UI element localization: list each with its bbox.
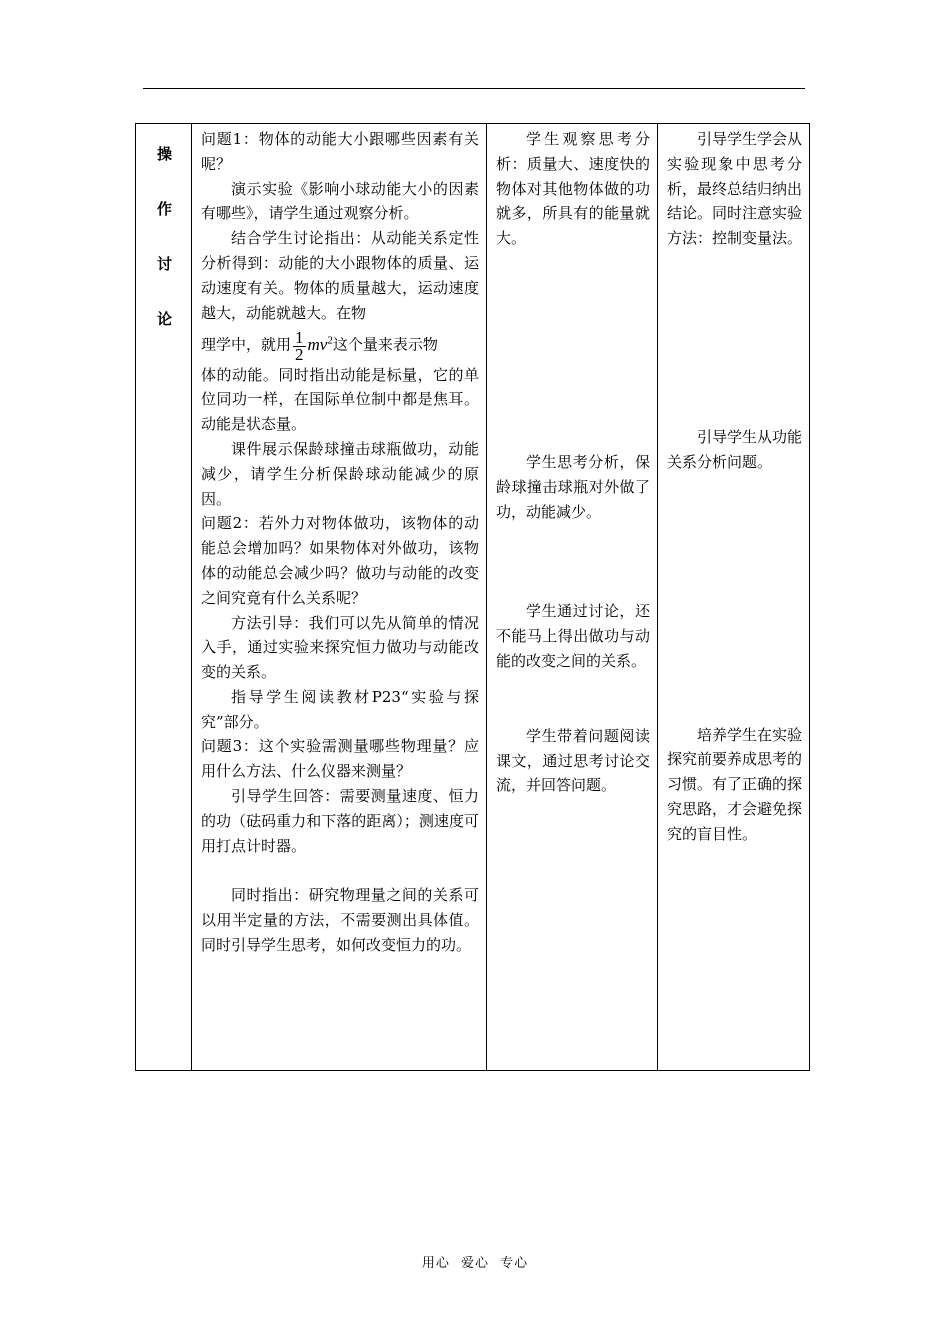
formula-trail-text: 这个量来表示物	[332, 336, 438, 355]
process-paragraph: 演示实验《影响小球动能大小的因素有哪些》，请学生通过观察分析。	[201, 179, 479, 223]
formula-lead-text: 理学中，就用	[201, 336, 292, 355]
process-paragraph: 体的动能。同时指出动能是标量，它的单位同功一样，在国际单位制中都是焦耳。动能是状态量。	[201, 365, 479, 434]
section-label-char: 论	[156, 310, 172, 328]
spacer	[496, 674, 650, 724]
section-label-char: 操	[156, 145, 172, 163]
spacer	[496, 524, 650, 599]
fraction-one-half	[293, 327, 306, 364]
student-paragraph: 学生观察思考分析：质量大、速度快的物体对其他物体做的功就多，所具有的能量就大。	[496, 130, 650, 248]
student-paragraph: 学生带着问题阅读课文，通过思考讨论交流，并回答问题。	[496, 726, 650, 795]
process-paragraph: 引导学生回答：需要测量速度、恒力的功（砝码重力和下落的距离）；测速度可用打点计时器。	[201, 787, 479, 855]
process-paragraph: 问题3：这个实验需测量哪些物理量？应用什么方法、什么仪器来测量？	[201, 737, 479, 781]
formula-expression: mv	[307, 335, 328, 355]
fraction-numerator: 1	[295, 327, 304, 347]
section-label-char: 讨	[156, 255, 172, 273]
process-paragraph: 指导学生阅读教材P23“实验与探究”部分。	[201, 687, 479, 731]
process-formula-line	[201, 325, 479, 362]
section-label-char: 作	[156, 200, 172, 218]
process-paragraph: 同时指出：研究物理量之间的关系可以用半定量的方法，不需要测出具体值。同时引导学生思考，如何改变恒力的功。	[201, 886, 479, 954]
design-intent-cell	[658, 124, 810, 1071]
student-paragraph: 学生通过讨论，还不能马上得出做功与动能的改变之间的关系。	[496, 602, 650, 670]
spacer	[496, 251, 650, 450]
section-label-cell	[136, 124, 192, 1071]
spacer	[667, 475, 802, 723]
intent-paragraph: 培养学生在实验探究前要养成思考的习惯。有了正确的探究思路，才会避免探究的盲目性。	[667, 725, 803, 843]
lesson-table	[135, 123, 810, 1071]
formula-mv-squared	[308, 335, 333, 354]
blank-line	[201, 858, 479, 883]
fraction-denominator: 2	[295, 344, 304, 364]
spacer	[667, 251, 802, 425]
intent-paragraph: 引导学生学会从实验现象中思考分析，最终总结归纳出结论。同时注意实验方法：控制变量法。	[667, 130, 803, 248]
teaching-process-cell	[192, 124, 487, 1071]
formula-exponent: 2	[327, 334, 333, 347]
process-paragraph: 问题1：物体的动能大小跟哪些因素有关呢？	[201, 130, 479, 173]
page-footer: 用心 爱心 专心	[421, 1256, 529, 1271]
header-rule	[143, 88, 805, 89]
process-paragraph: 结合学生讨论指出：从动能关系定性分析得到：动能的大小跟物体的质量、运动速度有关。物体的质量越大，运动速度越大，动能就越大。在物	[201, 229, 479, 322]
intent-paragraph: 引导学生从功能关系分析问题。	[667, 427, 803, 471]
student-paragraph: 学生思考分析，保龄球撞击球瓶对外做了功，动能减少。	[496, 452, 650, 521]
student-activity-cell	[487, 124, 658, 1071]
process-paragraph: 方法引导：我们可以先从简单的情况入手，通过实验来探究恒力做功与动能改变的关系。	[201, 613, 479, 682]
process-paragraph: 课件展示保龄球撞击球瓶做功，动能减少，请学生分析保龄球动能减少的原因。	[201, 439, 479, 508]
process-paragraph: 问题2：若外力对物体做功，该物体的动能总会增加吗？如果物体对外做功，该物体的动能总会减少吗？做功与动能的改变之间究竟有什么关系呢？	[201, 514, 479, 607]
